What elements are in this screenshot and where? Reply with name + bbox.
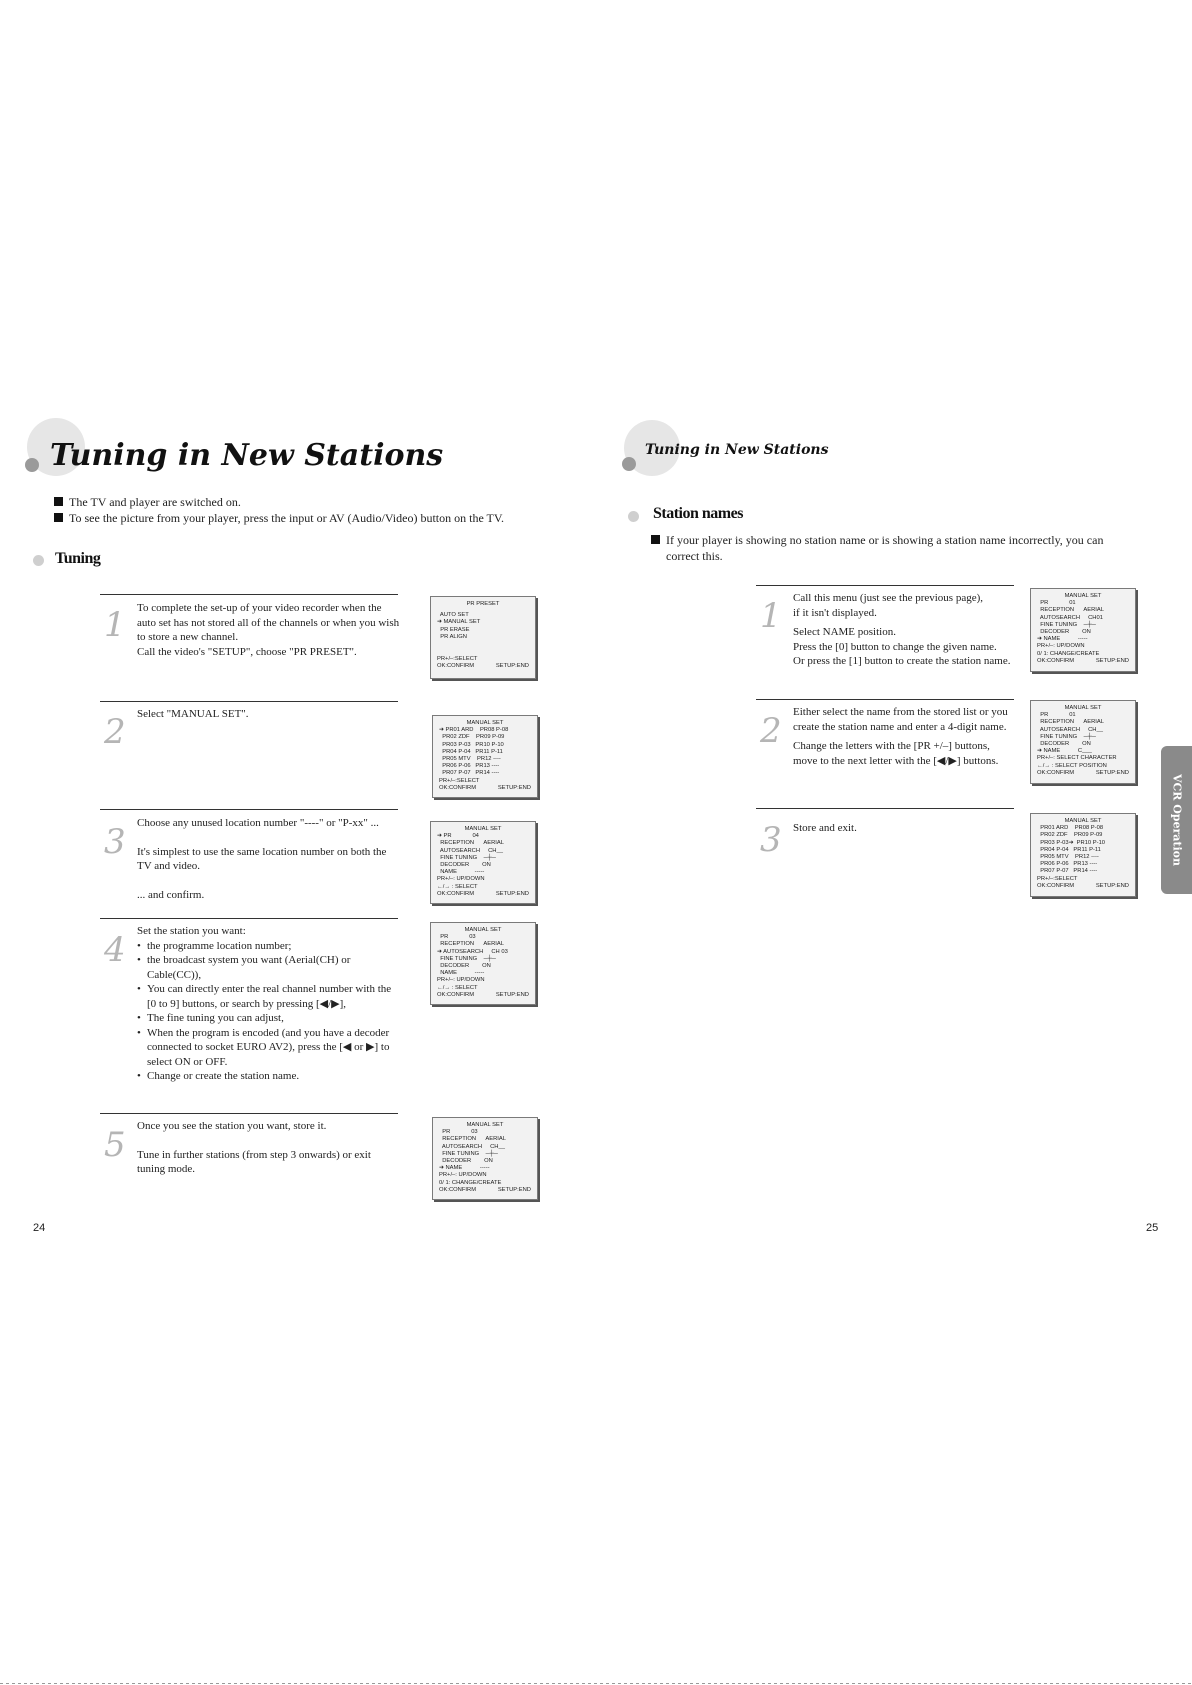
osd-row: FINE TUNING ─┼─ <box>437 955 496 962</box>
step-rule <box>100 918 398 919</box>
bullet-list <box>137 939 393 1084</box>
osd-row: DECODER ON <box>437 862 491 869</box>
text-line: Press the [0] button to change the given name. <box>793 640 997 653</box>
step-4-text <box>137 924 393 1084</box>
osd-row: FINE TUNING ─┼─ <box>439 1150 498 1157</box>
osd-confirm: OK:CONFIRM <box>437 663 475 670</box>
osd-row: PR ALIGN <box>437 633 467 640</box>
osd-footer-split <box>439 1187 531 1194</box>
title-dot <box>25 458 39 472</box>
text-line: Select "MANUAL SET". <box>137 708 249 720</box>
osd-row: FINE TUNING ─┼─ <box>1037 733 1096 740</box>
osd-confirm: OK:CONFIRM <box>439 1186 477 1193</box>
intro-line-cont: correct this. <box>666 549 723 563</box>
step-1-text <box>137 601 402 659</box>
osd-row: PR04 P-04 PR11 P-11 <box>439 748 503 755</box>
osd-footer: PR+/–: SELECT CHARACTER <box>1037 755 1117 762</box>
osd-footer-split <box>437 891 529 898</box>
osd-row: AUTOSEARCH CH01 <box>1037 614 1103 621</box>
osd-row: PR04 P-04 PR11 P-11 <box>1037 846 1101 853</box>
right-step-1-text <box>793 591 1018 669</box>
side-tab-vcr-operation <box>1161 746 1192 894</box>
osd-row: PR03 P-03 PR10 P-10 <box>439 741 504 748</box>
square-bullet-icon <box>651 535 660 544</box>
osd-manual-set-autosearch <box>430 922 536 1005</box>
text-line: Store and exit. <box>793 822 857 834</box>
right-step-3-text <box>793 821 1018 836</box>
osd-row: DECODER ON <box>439 1158 493 1165</box>
section-dot-icon <box>628 511 639 522</box>
osd-row: PR06 P-06 PR13 ---- <box>439 763 500 770</box>
step-number: 3 <box>104 822 126 862</box>
osd-row: PR 03 <box>439 1129 478 1136</box>
osd-row: DECODER ON <box>1037 741 1091 748</box>
text-line: It's simplest to use the same location number on both the <box>137 845 387 858</box>
osd-footer: 0/ 1: CHANGE/CREATE <box>439 1179 502 1186</box>
text-line: to store a new channel. <box>137 631 239 643</box>
text-line: Set the station you want: <box>137 925 246 937</box>
osd-row: PR07 P-07 PR14 ---- <box>439 770 500 777</box>
osd-row: RECEPTION AERIAL <box>439 1136 507 1143</box>
osd-row: NAME ----- <box>437 970 485 977</box>
step-number: 2 <box>104 712 126 752</box>
section-dot-icon <box>33 555 44 566</box>
list-item: • The fine tuning you can adjust, <box>137 1011 393 1026</box>
osd-row: PR07 P-07 PR14 ---- <box>1037 868 1098 875</box>
text-line: auto set has not stored all of the channels or when you wish <box>137 616 400 629</box>
step-number: 2 <box>760 711 782 751</box>
step-number: 3 <box>760 820 782 860</box>
osd-row: ➜ AUTOSEARCH CH 03 <box>437 948 508 955</box>
list-item: • Change or create the station name. <box>137 1069 393 1084</box>
osd-confirm: OK:CONFIRM <box>1037 769 1075 776</box>
osd-row: DECODER ON <box>1037 629 1091 636</box>
step-number: 5 <box>104 1125 126 1165</box>
osd-title: MANUAL SET <box>464 826 502 832</box>
list-item: • When the program is encoded (and you have a decoder connected to socket EURO AV2), press the [◀ or ▶] to select ON or OFF. <box>137 1026 393 1070</box>
osd-manual-set-list <box>432 715 538 798</box>
text-line: tuning mode. <box>137 1163 196 1175</box>
osd-footer: 0/ 1: CHANGE/CREATE <box>1037 650 1100 657</box>
osd-footer: ←/→ : SELECT <box>437 883 478 890</box>
list-item: • the programme location number; <box>137 939 393 954</box>
osd-row: FINE TUNING ─┼─ <box>1037 621 1096 628</box>
osd-row: PR01 ARD PR08 P-08 <box>1037 825 1104 832</box>
step-rule <box>100 1113 398 1114</box>
osd-footer-split <box>437 663 529 670</box>
title-dot <box>622 457 636 471</box>
osd-title: PR PRESET <box>466 601 500 607</box>
osd-row: PR06 P-06 PR13 ---- <box>1037 861 1098 868</box>
text-line: Or press the [1] button to create the station name. <box>793 655 1011 667</box>
step-rule <box>100 701 398 702</box>
osd-footer: PR+/–: UP/DOWN <box>437 977 485 984</box>
osd-title: MANUAL SET <box>1064 593 1102 599</box>
step-2-text <box>137 707 402 722</box>
osd-row: PR02 ZDF PR09 P-09 <box>439 734 505 741</box>
square-bullet-icon <box>54 497 63 506</box>
osd-end: SETUP:END <box>495 663 529 670</box>
osd-manual-set-name <box>432 1117 538 1200</box>
osd-pr-preset <box>430 596 536 679</box>
osd-end: SETUP:END <box>1095 657 1129 664</box>
right-step-2-text <box>793 705 1018 768</box>
osd-confirm: OK:CONFIRM <box>437 991 475 998</box>
osd-footer-split <box>1037 883 1129 890</box>
osd-row: AUTOSEARCH CH__ <box>439 1143 505 1150</box>
osd-end: SETUP:END <box>497 1186 531 1193</box>
osd-footer: PR+/–:SELECT <box>439 777 480 784</box>
side-tab-label: VCR Operation <box>1170 773 1183 867</box>
osd-row: RECEPTION AERIAL <box>1037 719 1105 726</box>
page-bottom-border <box>0 1683 1192 1684</box>
osd-row: ➜ MANUAL SET <box>437 619 481 626</box>
osd-row: ➜ PR 04 <box>437 833 479 840</box>
osd-title: MANUAL SET <box>1064 818 1102 824</box>
osd-title: MANUAL SET <box>466 720 504 726</box>
osd-row: FINE TUNING ─┼─ <box>437 854 496 861</box>
osd-right-manual-set-character <box>1030 700 1136 784</box>
osd-footer-split <box>439 785 531 792</box>
osd-row: AUTOSEARCH CH__ <box>1037 726 1103 733</box>
text-line: Call the video's "SETUP", choose "PR PRESET". <box>137 645 357 658</box>
osd-row: DECODER ON <box>437 963 491 970</box>
osd-row: RECEPTION AERIAL <box>1037 607 1105 614</box>
osd-row: RECEPTION AERIAL <box>437 941 505 948</box>
osd-confirm: OK:CONFIRM <box>439 784 477 791</box>
page-title-small: Tuning in New Stations <box>645 442 829 458</box>
step-rule <box>756 699 1014 700</box>
osd-footer: ←/→ : SELECT POSITION <box>1037 762 1107 769</box>
osd-end: SETUP:END <box>495 890 529 897</box>
osd-end: SETUP:END <box>497 784 531 791</box>
osd-right-manual-set-name <box>1030 588 1136 672</box>
step-number: 1 <box>760 596 782 636</box>
text-line: Call this menu (just see the previous page), <box>793 592 984 604</box>
text-line: Choose any unused location number "----" or "P-xx" ... <box>137 817 379 829</box>
osd-right-manual-set-list <box>1030 813 1136 897</box>
step-rule <box>100 809 398 810</box>
intro-line-2: To see the picture from your player, press the input or AV (Audio/Video) button on the TV. <box>54 511 504 526</box>
page-number-left: 24 <box>33 1222 46 1234</box>
osd-confirm: OK:CONFIRM <box>1037 657 1075 664</box>
osd-row: ➜ NAME ----- <box>1037 636 1088 643</box>
section-title: Tuning <box>55 550 101 567</box>
osd-footer-split <box>1037 658 1129 665</box>
text-line: move to the next letter with the [◀/▶] buttons. <box>793 754 999 767</box>
osd-row: PR 01 <box>1037 600 1076 607</box>
osd-footer: PR+/–: UP/DOWN <box>1037 643 1085 650</box>
page-number-right: 25 <box>1146 1222 1159 1234</box>
osd-footer: ←/→ : SELECT <box>437 984 478 991</box>
osd-row: PR 01 <box>1037 712 1076 719</box>
text-line: Tune in further stations (from step 3 onwards) or exit <box>137 1148 371 1161</box>
osd-confirm: OK:CONFIRM <box>437 890 475 897</box>
osd-title: MANUAL SET <box>1064 705 1102 711</box>
text-line: if it isn't displayed. <box>793 606 877 619</box>
text-line: Select NAME position. <box>793 626 896 638</box>
intro-line: If your player is showing no station name or is showing a station name incorrectly, you can <box>651 533 1103 548</box>
osd-row: PR 03 <box>437 934 476 941</box>
step-number: 4 <box>104 930 126 970</box>
osd-end: SETUP:END <box>495 991 529 998</box>
osd-title: MANUAL SET <box>466 1122 504 1128</box>
osd-end: SETUP:END <box>1095 882 1129 889</box>
osd-row: PR05 MTV PR12 ---- <box>439 756 501 763</box>
osd-row: PR03 P-03➜ PR10 P-10 <box>1037 839 1106 846</box>
osd-row: ➜ NAME C___ <box>1037 748 1092 755</box>
list-item: • You can directly enter the real channel number with the [0 to 9] buttons, or search by pressing [◀/▶], <box>137 982 393 1011</box>
osd-footer-split <box>437 992 529 999</box>
text-line: TV and video. <box>137 860 201 872</box>
text-line: ... and confirm. <box>137 888 205 901</box>
osd-title: MANUAL SET <box>464 927 502 933</box>
osd-row: PR02 ZDF PR09 P-09 <box>1037 832 1103 839</box>
section-title: Station names <box>653 505 743 522</box>
osd-manual-set-pr <box>430 821 536 904</box>
text-line: create the station name and enter a 4-digit name. <box>793 720 1007 733</box>
step-rule <box>756 808 1014 809</box>
osd-footer: PR+/–:SELECT <box>437 656 478 663</box>
osd-footer: PR+/–:SELECT <box>1037 875 1078 882</box>
osd-footer-split <box>1037 770 1129 777</box>
osd-confirm: OK:CONFIRM <box>1037 882 1075 889</box>
osd-footer: PR+/–: UP/DOWN <box>439 1172 487 1179</box>
text-line: To complete the set-up of your video recorder when the <box>137 602 382 614</box>
osd-row: ➜ NAME ----- <box>439 1165 490 1172</box>
osd-row: AUTO SET <box>437 612 469 619</box>
step-5-text <box>137 1119 402 1177</box>
intro-line-1: The TV and player are switched on. <box>54 495 241 510</box>
step-rule <box>756 585 1014 586</box>
step-rule <box>100 594 398 595</box>
text-line: Change the letters with the [PR +/–] buttons, <box>793 740 990 752</box>
osd-row: PR ERASE <box>437 626 470 633</box>
text-line: Once you see the station you want, store it. <box>137 1120 327 1132</box>
osd-row: PR05 MTV PR12 ---- <box>1037 854 1099 861</box>
square-bullet-icon <box>54 513 63 522</box>
page-title: Tuning in New Stations <box>50 438 444 473</box>
text-line: Either select the name from the stored list or you <box>793 706 1008 718</box>
list-item: • the broadcast system you want (Aerial(CH) or Cable(CC)), <box>137 953 393 982</box>
osd-row: RECEPTION AERIAL <box>437 840 505 847</box>
step-3-text <box>137 816 402 902</box>
osd-end: SETUP:END <box>1095 769 1129 776</box>
osd-row: ➜ PR01 ARD PR08 P-08 <box>439 727 509 734</box>
osd-row: AUTOSEARCH CH__ <box>437 847 503 854</box>
step-number: 1 <box>104 605 126 645</box>
osd-footer: PR+/–: UP/DOWN <box>437 876 485 883</box>
osd-row: NAME ----- <box>437 869 485 876</box>
